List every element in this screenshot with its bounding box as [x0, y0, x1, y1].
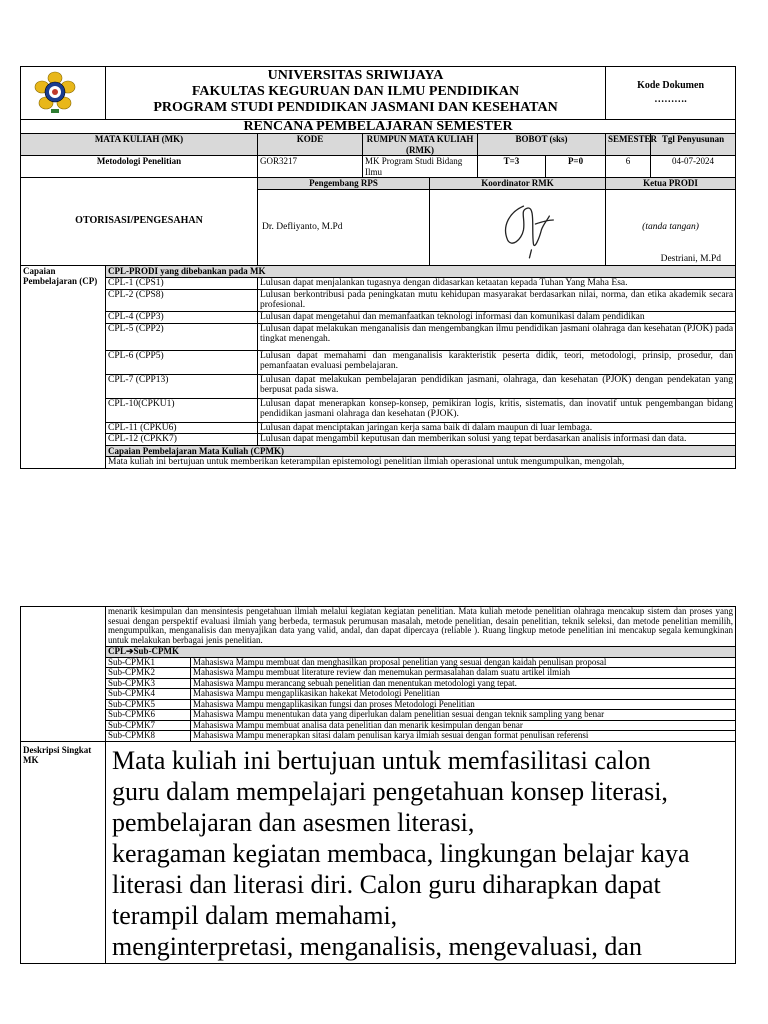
faculty-name: FAKULTAS KEGURUAN DAN ILMU PENDIDIKAN — [191, 84, 520, 99]
bobot-header: BOBOT (sks) — [478, 134, 606, 156]
cpl-text: Lulusan dapat memahami dan menganalisis karakteristik peserta didik, teori, metodologi, prinsip, prosedur, dan pemanfaatan evaluasi pembelajaran. — [258, 350, 736, 374]
pengembang-name: Dr. Defliyanto, M.Pd — [262, 222, 343, 232]
rps-header-table — [20, 66, 736, 469]
sub-cpmk-header-prefix: CPL — [108, 646, 126, 656]
cp-label: Capaian Pembelajaran (CP) — [21, 266, 106, 469]
doc-code-cell — [606, 67, 736, 120]
arrow-icon: ➔ — [126, 646, 134, 656]
sub-cpmk-text: Mahasiswa Mampu mengaplikasikan fungsi dan proses Metodologi Penelitian — [191, 699, 736, 710]
mk-value: Metodologi Penelitian — [21, 156, 258, 178]
signature-note: (tanda tangan) — [642, 221, 699, 232]
cpl-code: CPL-2 (CPS8) — [106, 289, 258, 311]
signature-icon — [432, 190, 603, 262]
rps-title: RENCANA PEMBELAJARAN SEMESTER — [21, 120, 736, 134]
sub-cpmk-header — [106, 647, 736, 658]
pengembang-label: Pengembang RPS — [258, 178, 430, 190]
university-logo-icon — [33, 71, 77, 115]
deskripsi-line: keragaman kegiatan membaca, lingkungan belajar kaya — [112, 838, 690, 868]
sub-cpmk-code: Sub-CPMK2 — [106, 668, 191, 679]
sub-cpmk-text: Mahasiswa Mampu mengaplikasikan hakekat Metodologi Penelitian — [191, 689, 736, 700]
cpl-text: Lulusan berkontribusi pada peningkatan mutu kehidupan masyarakat berdasarkan nilai, norma, dan etika akademik secara profesional. — [258, 289, 736, 311]
deskripsi-line: terampil dalam memahami, — [112, 900, 398, 930]
doc-code-label: Kode Dokumen — [637, 80, 705, 91]
deskripsi-line: literasi dan literasi diri. Calon guru diharapkan dapat — [112, 869, 661, 899]
cpl-code: CPL-11 (CPKU6) — [106, 422, 258, 434]
tgl-header: Tgl Penyusunan — [651, 134, 736, 156]
cpl-text: Lulusan dapat menciptakan jaringan kerja sama baik di dalam maupun di luar lembaga. — [258, 422, 736, 434]
kode-header: KODE — [258, 134, 363, 156]
sub-cpmk-text: Mahasiswa Mampu menentukan data yang diperlukan dalam penelitian sesuai dengan teknik sampling yang benar — [191, 710, 736, 721]
logo-cell — [21, 67, 106, 120]
sub-cpmk-code: Sub-CPMK1 — [106, 657, 191, 668]
sub-cpmk-text: Mahasiswa Mampu membuat dan menghasilkan proposal penelitian yang sesuai dengan kaidah penulisan proposal — [191, 657, 736, 668]
bobot-t-value: T=3 — [478, 156, 546, 178]
deskripsi-line: pembelajaran dan asesmen literasi, — [112, 807, 475, 837]
sub-cpmk-code: Sub-CPMK4 — [106, 689, 191, 700]
deskripsi-text — [106, 741, 736, 963]
cpl-text: Lulusan dapat melakukan menganalisis dan mengembangkan ilmu pendidikan jasmani olahraga dan kesehatan (PJOK) pada tingkat menengah. — [258, 323, 736, 350]
pengembang-cell — [258, 189, 430, 266]
cpl-code: CPL-6 (CPP5) — [106, 350, 258, 374]
semester-value: 6 — [606, 156, 651, 178]
cp-label-continued — [21, 607, 106, 742]
semester-header: SEMESTER — [606, 134, 651, 156]
cpl-prodi-header: CPL-PRODI yang dibebankan pada MK — [106, 266, 736, 278]
sub-cpmk-code: Sub-CPMK5 — [106, 699, 191, 710]
cpmk-header: Capaian Pembelajaran Mata Kuliah (CPMK) — [106, 445, 736, 457]
cpl-text: Lulusan dapat menjalankan tugasnya dengan didasarkan ketaatan kepada Tuhan Yang Maha Esa. — [258, 277, 736, 289]
university-name: UNIVERSITAS SRIWIJAYA — [267, 68, 444, 83]
cpl-text: Lulusan dapat mengetahui dan memanfaatkan teknologi informasi dan komunikasi dalam pendidikan — [258, 311, 736, 323]
cpl-code: CPL-4 (CPP3) — [106, 311, 258, 323]
sub-cpmk-code: Sub-CPMK6 — [106, 710, 191, 721]
sub-cpmk-code: Sub-CPMK3 — [106, 678, 191, 689]
cpl-text: Lulusan dapat melakukan pembelajaran pendidikan jasmani, olahraga, dan kesehatan (PJOK) dengan pendekatan yang berpusat pada siswa. — [258, 374, 736, 398]
koordinator-signature-cell — [430, 189, 606, 266]
deskripsi-line: Mata kuliah ini bertujuan untuk memfasilitasi calon — [112, 745, 651, 775]
rps-page-1 — [20, 66, 735, 469]
program-name: PROGRAM STUDI PENDIDIKAN JASMANI DAN KESEHATAN — [153, 100, 558, 115]
sub-cpmk-text: Mahasiswa Mampu merancang sebuah penelitian dan menentukan metodologi yang tepat. — [191, 678, 736, 689]
sub-cpmk-code: Sub-CPMK7 — [106, 720, 191, 731]
mk-header: MATA KULIAH (MK) — [21, 134, 258, 156]
deskripsi-line: guru dalam mempelajari pengetahuan konsep literasi, — [112, 776, 668, 806]
authorization-label: OTORISASI/PENGESAHAN — [21, 178, 258, 266]
ketua-label: Ketua PRODI — [606, 178, 736, 190]
sub-cpmk-text: Mahasiswa Mampu membuat literature review dan menemukan permasalahan dalam suatu artikel ilmiah — [191, 668, 736, 679]
sub-cpmk-text: Mahasiswa Mampu menerapkan sitasi dalam penulisan karya ilmiah sesuai dengan format penulisan referensi — [191, 731, 736, 742]
cpmk-text-part2: menarik kesimpulan dan mensintesis pengetahuan ilmiah melalui kegiatan kegiatan penelitian. Mata kuliah metode penelitian olahraga mencakup sistem dan proses yang sesuai dengan perspektif evaluasi ilmiah yang berbeda, termasuk perumusan masalah, metode penelitian, desain penelitian, teknik seleksi, dan metode penelitian memilih, mengumpulkan, menganalisis dan menyajikan data yang valid, andal, dan dapat dipercaya (reliable ). Ruang lingkup metode penelitian ini mencakup segala kemungkinan untuk melakukan berbagai jenis penelitian. — [106, 607, 736, 647]
cpmk-text-part1: Mata kuliah ini bertujuan untuk memberikan keterampilan epistemologi penelitian ilmiah operasional untuk mengumpulkan, mengolah, — [106, 457, 736, 469]
rps-continuation-table — [20, 606, 736, 964]
sub-cpmk-header-suffix: Sub-CPMK — [133, 646, 180, 656]
ketua-name: Destriani, M.Pd — [660, 253, 722, 264]
rumpun-header: RUMPUN MATA KULIAH (RMK) — [363, 134, 478, 156]
rumpun-value: MK Program Studi Bidang Ilmu — [363, 156, 478, 178]
koordinator-label: Koordinator RMK — [430, 178, 606, 190]
sub-cpmk-code: Sub-CPMK8 — [106, 731, 191, 742]
cpl-code: CPL-10(CPKU1) — [106, 398, 258, 422]
ketua-cell — [606, 189, 736, 266]
deskripsi-label: Deskripsi Singkat MK — [21, 741, 106, 963]
sub-cpmk-text: Mahasiswa Mampu membuat analisa data penelitian dan menarik kesimpulan dengan benar — [191, 720, 736, 731]
kode-value: GOR3217 — [258, 156, 363, 178]
cpl-code: CPL-1 (CPS1) — [106, 277, 258, 289]
cpl-text: Lulusan dapat mengambil keputusan dan memberikan solusi yang tepat berdasarkan analisis informasi dan data. — [258, 434, 736, 446]
header-title-block — [106, 67, 606, 120]
deskripsi-line: menginterpretasi, menganalisis, mengevaluasi, dan — [112, 931, 642, 961]
cpl-code: CPL-5 (CPP2) — [106, 323, 258, 350]
doc-code-value: ………. — [654, 94, 687, 105]
cpl-code: CPL-12 (CPKK7) — [106, 434, 258, 446]
cpl-code: CPL-7 (CPP13) — [106, 374, 258, 398]
tgl-value: 04-07-2024 — [651, 156, 736, 178]
rps-page-2 — [20, 606, 735, 964]
cpl-text: Lulusan dapat menerapkan konsep-konsep, pemikiran logis, kritis, sistematis, dan inovatif untuk pengembangan bidang pendidikan jasmani olahraga dan kesehatan (PJOK). — [258, 398, 736, 422]
bobot-p-value: P=0 — [546, 156, 606, 178]
